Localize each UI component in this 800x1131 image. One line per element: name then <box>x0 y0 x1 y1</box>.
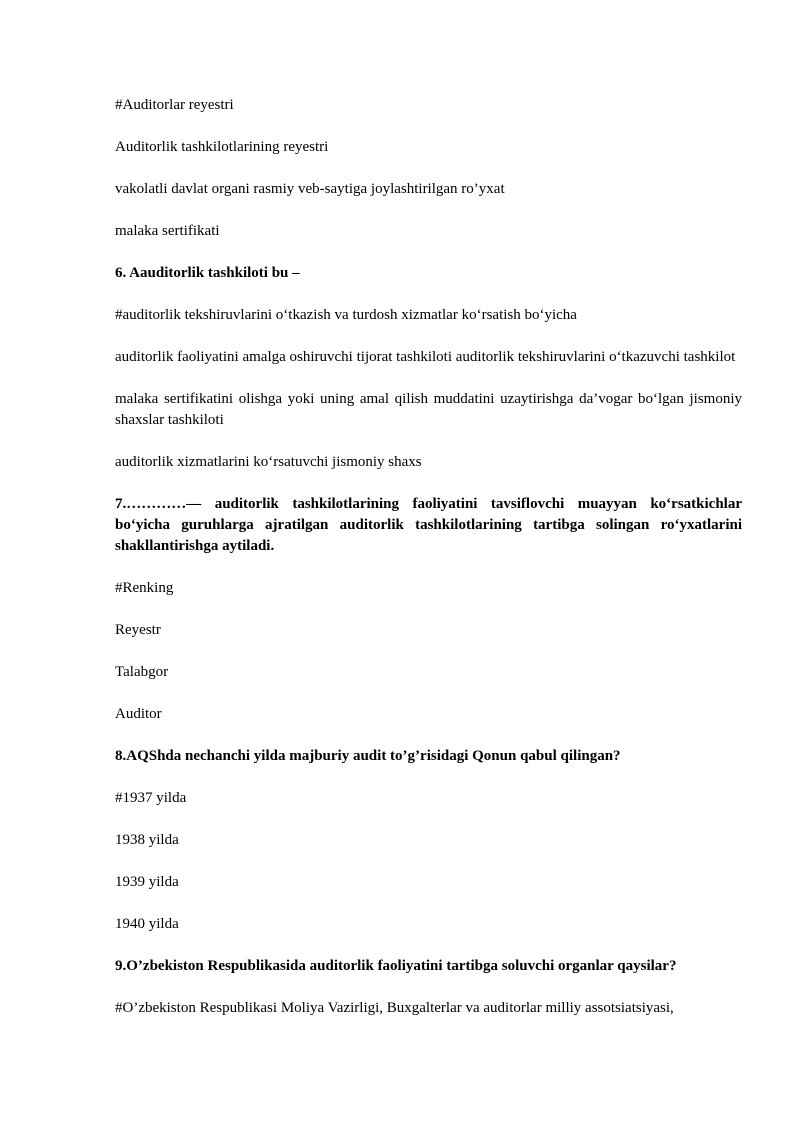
question-7: 7.…………— auditorlik tashkilotlarining faoliyatini tavsiflovchi muayyan ko‘rsatkichlar bo‘yicha guruhlarga ajratilgan auditorlik tashkilotlarining tartibga solingan ro‘yxatlarini shakllantirishga aytiladi. <box>115 496 742 554</box>
question-9: 9.O’zbekiston Respublikasida auditorlik faoliyatini tartibga soluvchi organlar qaysilar? <box>115 958 677 974</box>
answer-option: 1940 yilda <box>115 916 179 932</box>
answer-option: 1939 yilda <box>115 874 179 890</box>
answer-option: 1938 yilda <box>115 832 179 848</box>
answer-option: Auditor <box>115 706 162 722</box>
answer-option: #Auditorlar reyestri <box>115 97 234 113</box>
question-8: 8.AQShda nechanchi yilda majburiy audit to’g’risidagi Qonun qabul qilingan? <box>115 748 621 764</box>
answer-option: #O’zbekiston Respublikasi Moliya Vazirligi, Buxgalterlar va auditorlar milliy assotsiatsiyasi, <box>115 1000 674 1016</box>
answer-option: malaka sertifikati <box>115 223 220 239</box>
answer-option: auditorlik xizmatlarini ko‘rsatuvchi jismoniy shaxs <box>115 454 422 470</box>
answer-option: vakolatli davlat organi rasmiy veb-saytiga joylashtirilgan ro’yxat <box>115 181 505 197</box>
question-6: 6. Aauditorlik tashkiloti bu – <box>115 265 300 281</box>
answer-option: #Renking <box>115 580 174 596</box>
answer-option: auditorlik faoliyatini amalga oshiruvchi tijorat tashkiloti auditorlik tekshiruvlarini o‘tkazuvchi tashkilot <box>115 349 736 365</box>
answer-option: malaka sertifikatini olishga yoki uning amal qilish muddatini uzaytirishga da’vogar bo‘lgan jismoniy shaxslar tashkiloti <box>115 391 742 428</box>
answer-option: #auditorlik tekshiruvlarini o‘tkazish va turdosh xizmatlar ko‘rsatish bo‘yicha <box>115 307 577 323</box>
answer-option: Auditorlik tashkilotlarining reyestri <box>115 139 329 155</box>
answer-option: Talabgor <box>115 664 169 680</box>
answer-option: Reyestr <box>115 622 161 638</box>
answer-option: #1937 yilda <box>115 790 187 806</box>
